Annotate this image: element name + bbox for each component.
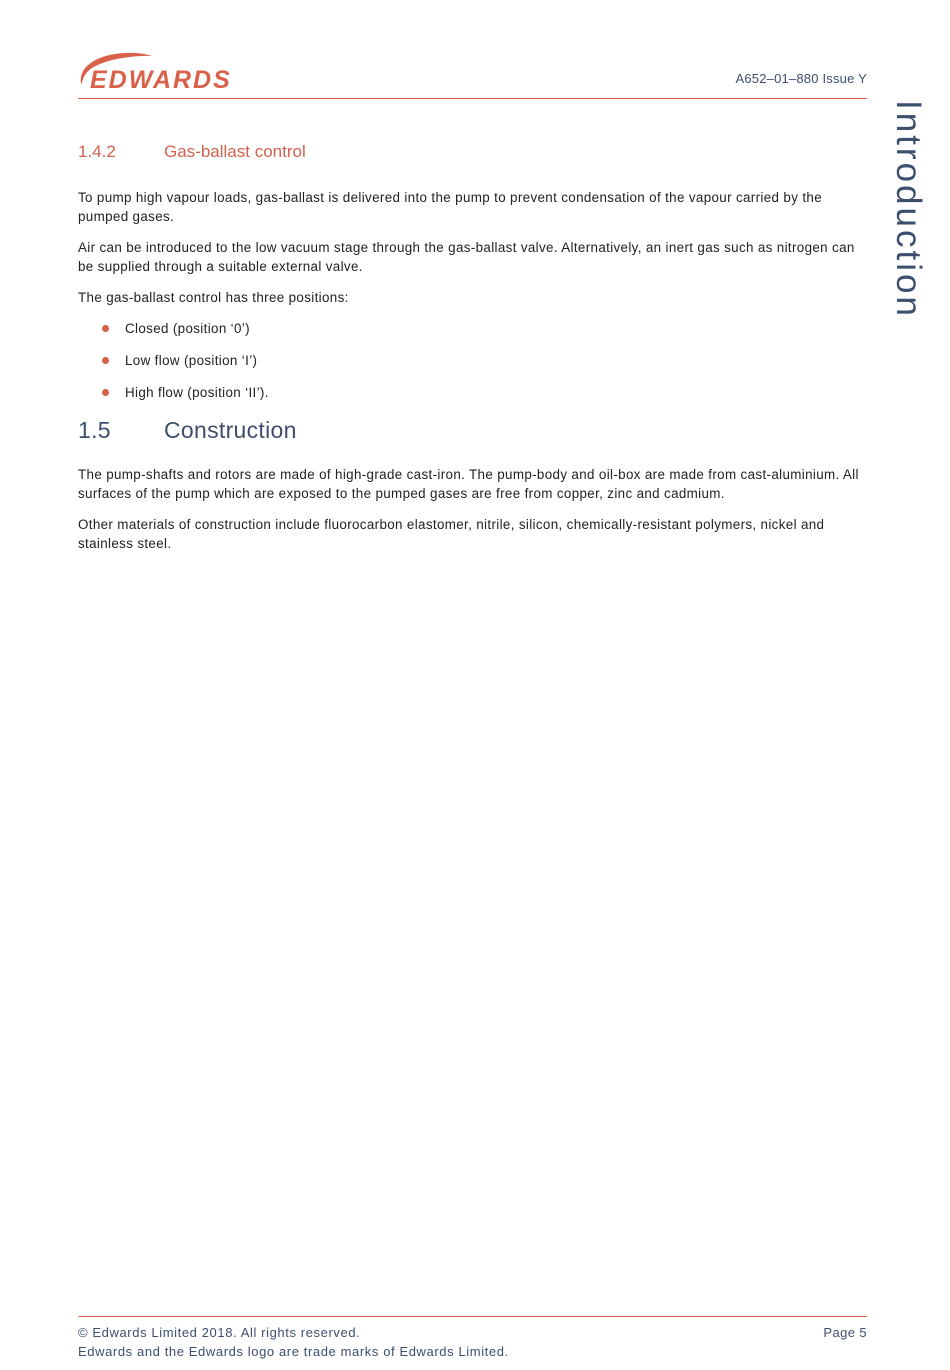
svg-text:EDWARDS: EDWARDS xyxy=(90,66,232,94)
section-heading-1-5 xyxy=(78,415,867,445)
side-tab-label: Introduction xyxy=(889,100,928,319)
paragraph: The gas-ballast control has three positions: xyxy=(78,290,349,305)
trademark-notice: Edwards and the Edwards logo are trade marks of Edwards Limited. xyxy=(78,1344,509,1359)
page-header xyxy=(78,48,867,99)
list-item xyxy=(78,319,867,338)
edwards-logo-mark xyxy=(78,50,298,94)
section-heading-1-4-2 xyxy=(78,140,867,164)
list-item-text: High flow (position ‘II’). xyxy=(125,385,269,400)
bullet-icon xyxy=(102,389,109,396)
list-item-text: Low flow (position ‘I’) xyxy=(125,353,258,368)
document-reference: A652–01–880 Issue Y xyxy=(735,71,867,86)
page-number: Page 5 xyxy=(823,1325,867,1340)
bullet-icon xyxy=(102,357,109,364)
paragraph: To pump high vapour loads, gas-ballast is delivered into the pump to prevent condensation of the vapour carried by the pumped gases. xyxy=(78,190,822,224)
section-number: 1.4.2 xyxy=(78,142,116,161)
edwards-logo xyxy=(78,50,298,94)
list-item xyxy=(78,351,867,370)
section-number: 1.5 xyxy=(78,417,111,443)
page-footer xyxy=(78,1316,867,1361)
list-item xyxy=(78,383,867,402)
copyright-notice: © Edwards Limited 2018. All rights reserved. xyxy=(78,1325,361,1340)
section-title: Construction xyxy=(164,417,297,443)
paragraph: Air can be introduced to the low vacuum stage through the gas-ballast valve. Alternatively, an inert gas such as nitrogen can be supplied through a suitable external valve. xyxy=(78,240,855,274)
paragraph: The pump-shafts and rotors are made of high-grade cast-iron. The pump-body and oil-box are made from cast-aluminium. All surfaces of the pump which are exposed to the pumped gases are free from copper, zinc and cadmium. xyxy=(78,467,859,501)
bullet-icon xyxy=(102,325,109,332)
section-side-tab xyxy=(886,100,930,320)
list-item-text: Closed (position ‘0’) xyxy=(125,321,250,336)
main-content xyxy=(78,140,867,565)
section-title: Gas-ballast control xyxy=(164,142,306,161)
paragraph: Other materials of construction include fluorocarbon elastomer, nitrile, silicon, chemically-resistant polymers, nickel and stainless steel. xyxy=(78,517,825,551)
position-list xyxy=(78,319,867,402)
